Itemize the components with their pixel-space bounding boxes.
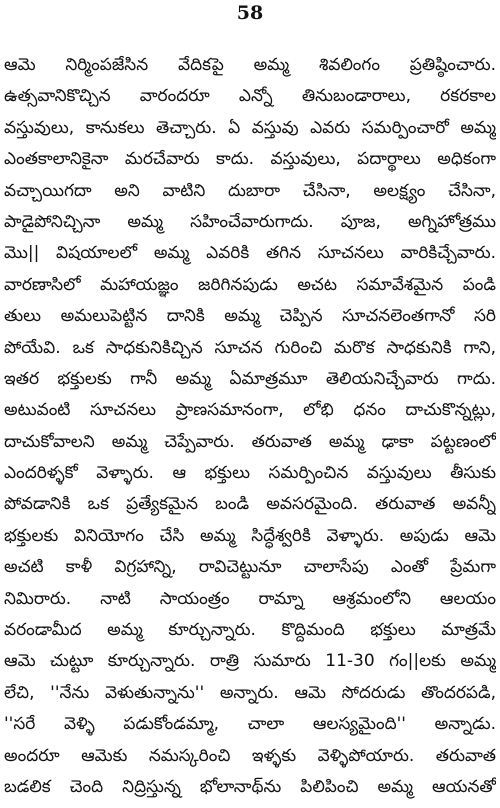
text-line: ఇతర భక్తులకు గానీ అమ్మ ఏమాత్రమూ తెలియనిచ్చేవారు గాదు. [4,368,496,389]
text-line: మొ|| విషయాలలో అమ్మ ఎవరికి తగిన సూచనలు వారికిచ్చేవారు. [4,243,496,264]
text-line: ''సరే వెళ్ళి పడుకోండమ్మా, చాలా ఆలస్యమైంది'' అన్నాడు. [4,714,496,735]
text-line: వరండామీద అమ్మ కూర్చున్నారు. కొద్దిమంది భక్తులు మాత్రమే [4,620,496,641]
page-number: 58 [236,2,264,24]
page-body-text [4,50,496,803]
text-line: వస్తువులు, కానుకలు తెచ్చారు. ఏ వస్తువు ఎవరు సమర్పించారో అమ్మ [4,117,496,138]
text-line: నిమిరారు. నాటి సాయంత్రం రామ్నా ఆశ్రమంలోని ఆలయం [4,588,496,609]
text-line: అచటి కాళీ విగ్రహాన్ని, రావిచెట్టునూ చాలాసేపు ఎంతో ప్రేమగా [4,557,496,578]
text-line: లేచి, ''నేను వెళుతున్నాను'' అన్నారు. ఆమె సోదరుడు తొందరపడి, [4,682,496,703]
text-line: ఎంతకాలానికైనా మరచేవారు కాదు. వస్తువులు, పదార్థాలు అధికంగా [4,149,496,170]
text-line: వారణాసిలో మహాయజ్ఞం జరిగినపుడు అచట సమావేశమైన పండి [4,274,496,295]
text-line: అందరూ ఆమెకు నమస్కరించి ఇళ్ళకు వెళ్ళిపోయారు. తరువాత [4,745,496,766]
text-line: వచ్చాయిగదా అని వాటిని దుబారా చేసినా, అలక్ష్యం చేసినా, [4,180,496,201]
text-line: దాచుకోవాలని అమ్మ చెప్పేవారు. తరువాత అమ్మ ఢాకా పట్టణంలో [4,431,496,452]
text-line: అటువంటి సూచనలు ప్రాణసమానంగా, లోభి ధనం దాచుకొన్నట్లు, [4,400,496,421]
text-line: ఆమె నిర్మింపజేసిన వేదికపై అమ్మ శివలింగం ప్రతిష్ఠించారు. [4,55,496,75]
text-line: తులు అమలుపెట్టిన దానికి అమ్మ చెప్పిన సూచనలెంతగానో సరి [4,306,496,327]
text-line: ఎందరిళ్ళకో వెళ్ళారు. ఆ భక్తులు సమర్పించిన వస్తువులు తీసుకు [4,463,496,484]
text-line: పోయేవి. ఒక సాధకునికిచ్చిన సూచన గురించి మరొక సాధకునికి గాని, [4,337,496,358]
text-line: ఉత్సవానికొచ్చిన వారందరూ ఎన్నో తినుబండారాలు, రకరకాల [4,86,496,107]
text-line: పోవడానికి ఒక ప్రత్యేకమైన బండి అవసరమైంది. తరువాత అవన్నీ [4,494,496,515]
text-line: భక్తులకు వినియోగం చేసి అమ్మ సిద్ధేశ్వరికి వెళ్ళారు. అపుడు ఆమె [4,525,496,546]
text-line: పాడైపోనిచ్చినా అమ్మ సహించేవారుగాదు. పూజ, అగ్నిహోత్రము [4,211,496,232]
text-line: బడలిక చెంది నిద్రిస్తున్న భోలానాథ్‌ను పిలిపించి అమ్మ ఆయనతో [4,776,496,797]
text-line: ఆమె చుట్టూ కూర్చున్నారు. రాత్రి సుమారు 11-30 గం||లకు అమ్మ [4,651,496,672]
